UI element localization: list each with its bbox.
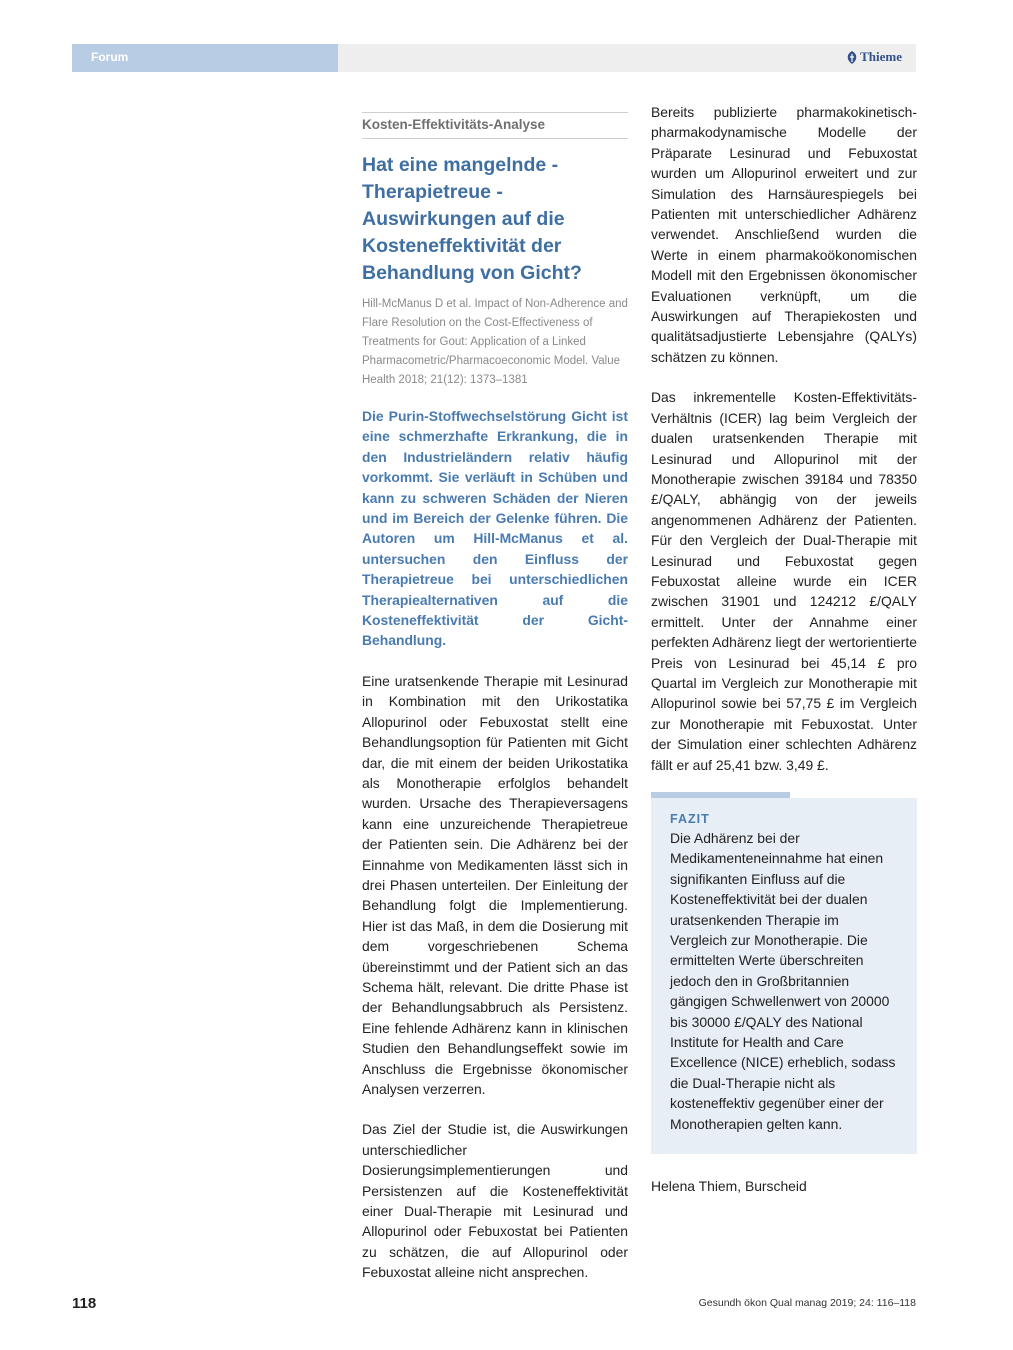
article-reference: Hill-McManus D et al. Impact of Non-Adherence and Flare Resolution on the Cost-Effectiveness of Treatments for Gout: Application of a Linked Pharmacometric/Pharmacoeconomic Model. Value Health 2018; 21(12): 1373–1381 [362, 298, 628, 386]
article-title: Hat eine mangelnde - Therapietreue - Auswirkungen auf die Kosteneffektivität der Behandlung von Gicht? [362, 154, 582, 284]
right-column [651, 102, 917, 1194]
body-paragraph-2: Das Ziel der Studie ist, die Auswirkungen unterschiedlicher Dosierungsimplementierungen und Persistenzen auf die Kosteneffektivität einer Dual-Therapie mit Lesinurad und Allopurinol oder Febuxostat bei Patienten zu schätzen, die auf Allopurinol oder Febuxostat alleine nicht ansprechen. [362, 1121, 628, 1281]
section-label: Forum [91, 50, 129, 64]
publisher-brand [847, 49, 902, 65]
publisher-name: Thieme [860, 49, 902, 64]
body-paragraph-3: Bereits publizierte pharmakokinetisch-pharmakodynamische Modelle der Präparate Lesinurad und Febuxostat wurden um Allopurinol erweitert und zur Simulation des Harnsäurespiegels bei Patienten mit unterschiedlicher Adhärenz verwendet. Anschließend wurden die Werte in einem pharmakoökonomischen Modell mit den Ergebnissen ökonomischer Evaluationen verknüpft, um die Auswirkungen auf Therapiekosten und qualitätsadjustierte Lebensjahre (QALYs) schätzen zu können. [651, 104, 917, 365]
fazit-box [651, 798, 917, 1154]
article-rubric: Kosten-Effektivitäts-Analyse [362, 112, 628, 139]
body-paragraph-1: Eine uratsenkende Therapie mit Lesinurad in Kombination mit den Urikostatika Allopurinol oder Febuxostat stellt eine Behandlungsoption für Patienten mit Gicht dar, die mit einem der beiden Urikostatika als Monotherapie erfolglos behandelt wurden. Ursache des Therapieversagens kann eine unzureichende Therapietreue der Patienten sein. Die Adhärenz bei der Einnahme von Medikamenten lässt sich in drei Phasen unterteilen. Der Einleitung der Behandlung folgt die Implementierung. Hier ist das Maß, in dem die Dosierung mit dem vorgeschriebenen Schema übereinstimmt und der Patient sich an das Schema hält, relevant. Die dritte Phase ist der Behandlungsabbruch als Persistenz. Eine fehlende Adhärenz kann in klinischen Studien den Behandlungseffekt sowie im Anschluss die Ergebnisse ökonomischer Analysen verzerren. [362, 672, 628, 1097]
journal-citation: Gesundh ökon Qual manag 2019; 24: 116–118 [698, 1297, 916, 1309]
fazit-text: Die Adhärenz bei der Medikamenteneinnahme hat einen signifikanten Einfluss auf die Kosteneffektivität bei der dualen uratsenkenden Therapie im Vergleich zur Monotherapie. Die ermittelten Werte überschreiten jedoch den in Großbritannien gängigen Schwellenwert von 20000 bis 30000 £/QALY des National Institute for Health and Care Excellence (NICE) erheblich, sodass die Dual-Therapie nicht als kosteneffektiv gegenüber einer der Monotherapien gelten kann. [670, 830, 896, 1132]
article-author: Helena Thiem, Burscheid [651, 1178, 807, 1195]
left-column [362, 112, 628, 1283]
page-number: 118 [72, 1295, 97, 1312]
fazit-label: FAZIT [670, 812, 710, 826]
body-paragraph-4: Das inkrementelle Kosten-Effektivitäts-Verhältnis (ICER) lag beim Vergleich der dualen uratsenkenden Therapie mit Lesinurad und Allopurinol mit der Monotherapie zwischen 39184 und 78350 £/QALY, abhängig von der jeweils angenommenen Adhärenz der Patienten. Für den Vergleich der Dual-Therapie mit Lesinurad und Febuxostat gegen Febuxostat alleine wurde ein ICER zwischen 31901 und 124212 £/QALY ermittelt. Unter der Annahme einer perfekten Adhärenz liegt der wertorientierte Preis von Lesinurad bei 45,14 £ pro Quartal im Vergleich zur Monotherapie mit Allopurinol sowie bei 57,75 £ im Vergleich zur Monotherapie mit Febuxostat. Unter der Simulation einer schlechten Adhärenz fällt er auf 25,41 bzw. 3,49 £. [651, 389, 917, 773]
section-header [72, 44, 338, 72]
thieme-logo-icon [847, 51, 857, 64]
publisher-header [338, 44, 916, 72]
article-lead: Die Purin-Stoffwechselstörung Gicht ist eine schmerzhafte Erkrankung, die in den Industrieländern relativ häufig vorkommt. Sie verläuft in Schüben und kann zu schweren Schäden der Nieren und im Bereich der Gelenke führen. Die Autoren um Hill-McManus et al. untersuchen den Einfluss der Therapietreue bei unterschiedlichen Therapiealternativen auf die Kosteneffektivität der Gicht-Behandlung. [362, 408, 628, 649]
